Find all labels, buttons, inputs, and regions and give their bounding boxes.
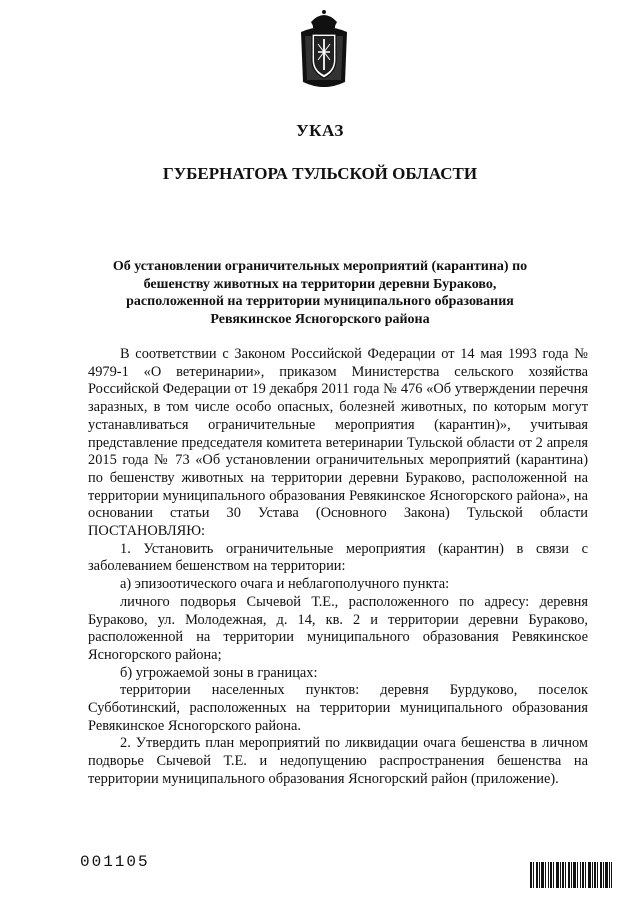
item-1a-text: личного подворья Сычевой Т.Е., расположенного по адресу: деревня Бураково, ул. Молодежная, д. 14, кв. 2 и территории деревни Бураково, расположенной на территории муниципального образования Ревякинское Ясногорского района; bbox=[88, 593, 588, 663]
decree-subject: Об установлении ограничительных мероприятий (карантина) по бешенству животных на территории деревни Бураково, расположенной на территории муниципального образования Ревякинское Ясногорского района bbox=[112, 259, 528, 327]
item-1b-text: территории населенных пунктов: деревня Бурдуково, поселок Субботинский, расположенных на территории муниципального образования Ревякинское Ясногорского района. bbox=[88, 682, 588, 734]
item-1: 1. Установить ограничительные мероприятия (карантин) в связи с заболеванием бешенством на территории: bbox=[88, 540, 588, 575]
item-2: 2. Утвердить план мероприятий по ликвидации очага бешенства в личном подворье Сычевой Т.Е. и недопущению распространения бешенства на территории муниципального образования Ясногорский район (приложение). bbox=[88, 735, 588, 787]
barcode bbox=[530, 862, 612, 888]
decree-issuer: ГУБЕРНАТОРА ТУЛЬСКОЙ ОБЛАСТИ bbox=[162, 164, 478, 183]
item-1a-heading: а) эпизоотического очага и неблагополучного пункта: bbox=[120, 576, 450, 593]
decree-body bbox=[88, 346, 588, 789]
document-number: 001105 bbox=[80, 853, 150, 871]
preamble-paragraph: В соответствии с Законом Российской Федерации от 14 мая 1993 года № 4979-1 «О ветеринарии», приказом Министерства сельского хозяйства Российской Федерации от 19 декабря 2011 года № 476 «Об утверждении перечня заразных, в том числе особо опасных, болезней животных, по которым могут устанавливаться ограничительные мероприятия (карантин)», учитывая представление председателя комитета ветеринарии Тульской области от 2 апреля 2015 года № 73 «Об установлении ограничительных мероприятий (карантина) по бешенству животных на территории деревни Бураково, расположенной на территории муниципального образования Ревякинское Ясногорского района», на основании статьи 30 Устава (Основного Закона) Тульской области ПОСТАНОВЛЯЮ: bbox=[88, 346, 588, 540]
coat-of-arms-emblem bbox=[297, 8, 351, 90]
item-1b-heading: б) угрожаемой зоны в границах: bbox=[120, 664, 318, 681]
decree-title: УКАЗ bbox=[296, 121, 344, 140]
